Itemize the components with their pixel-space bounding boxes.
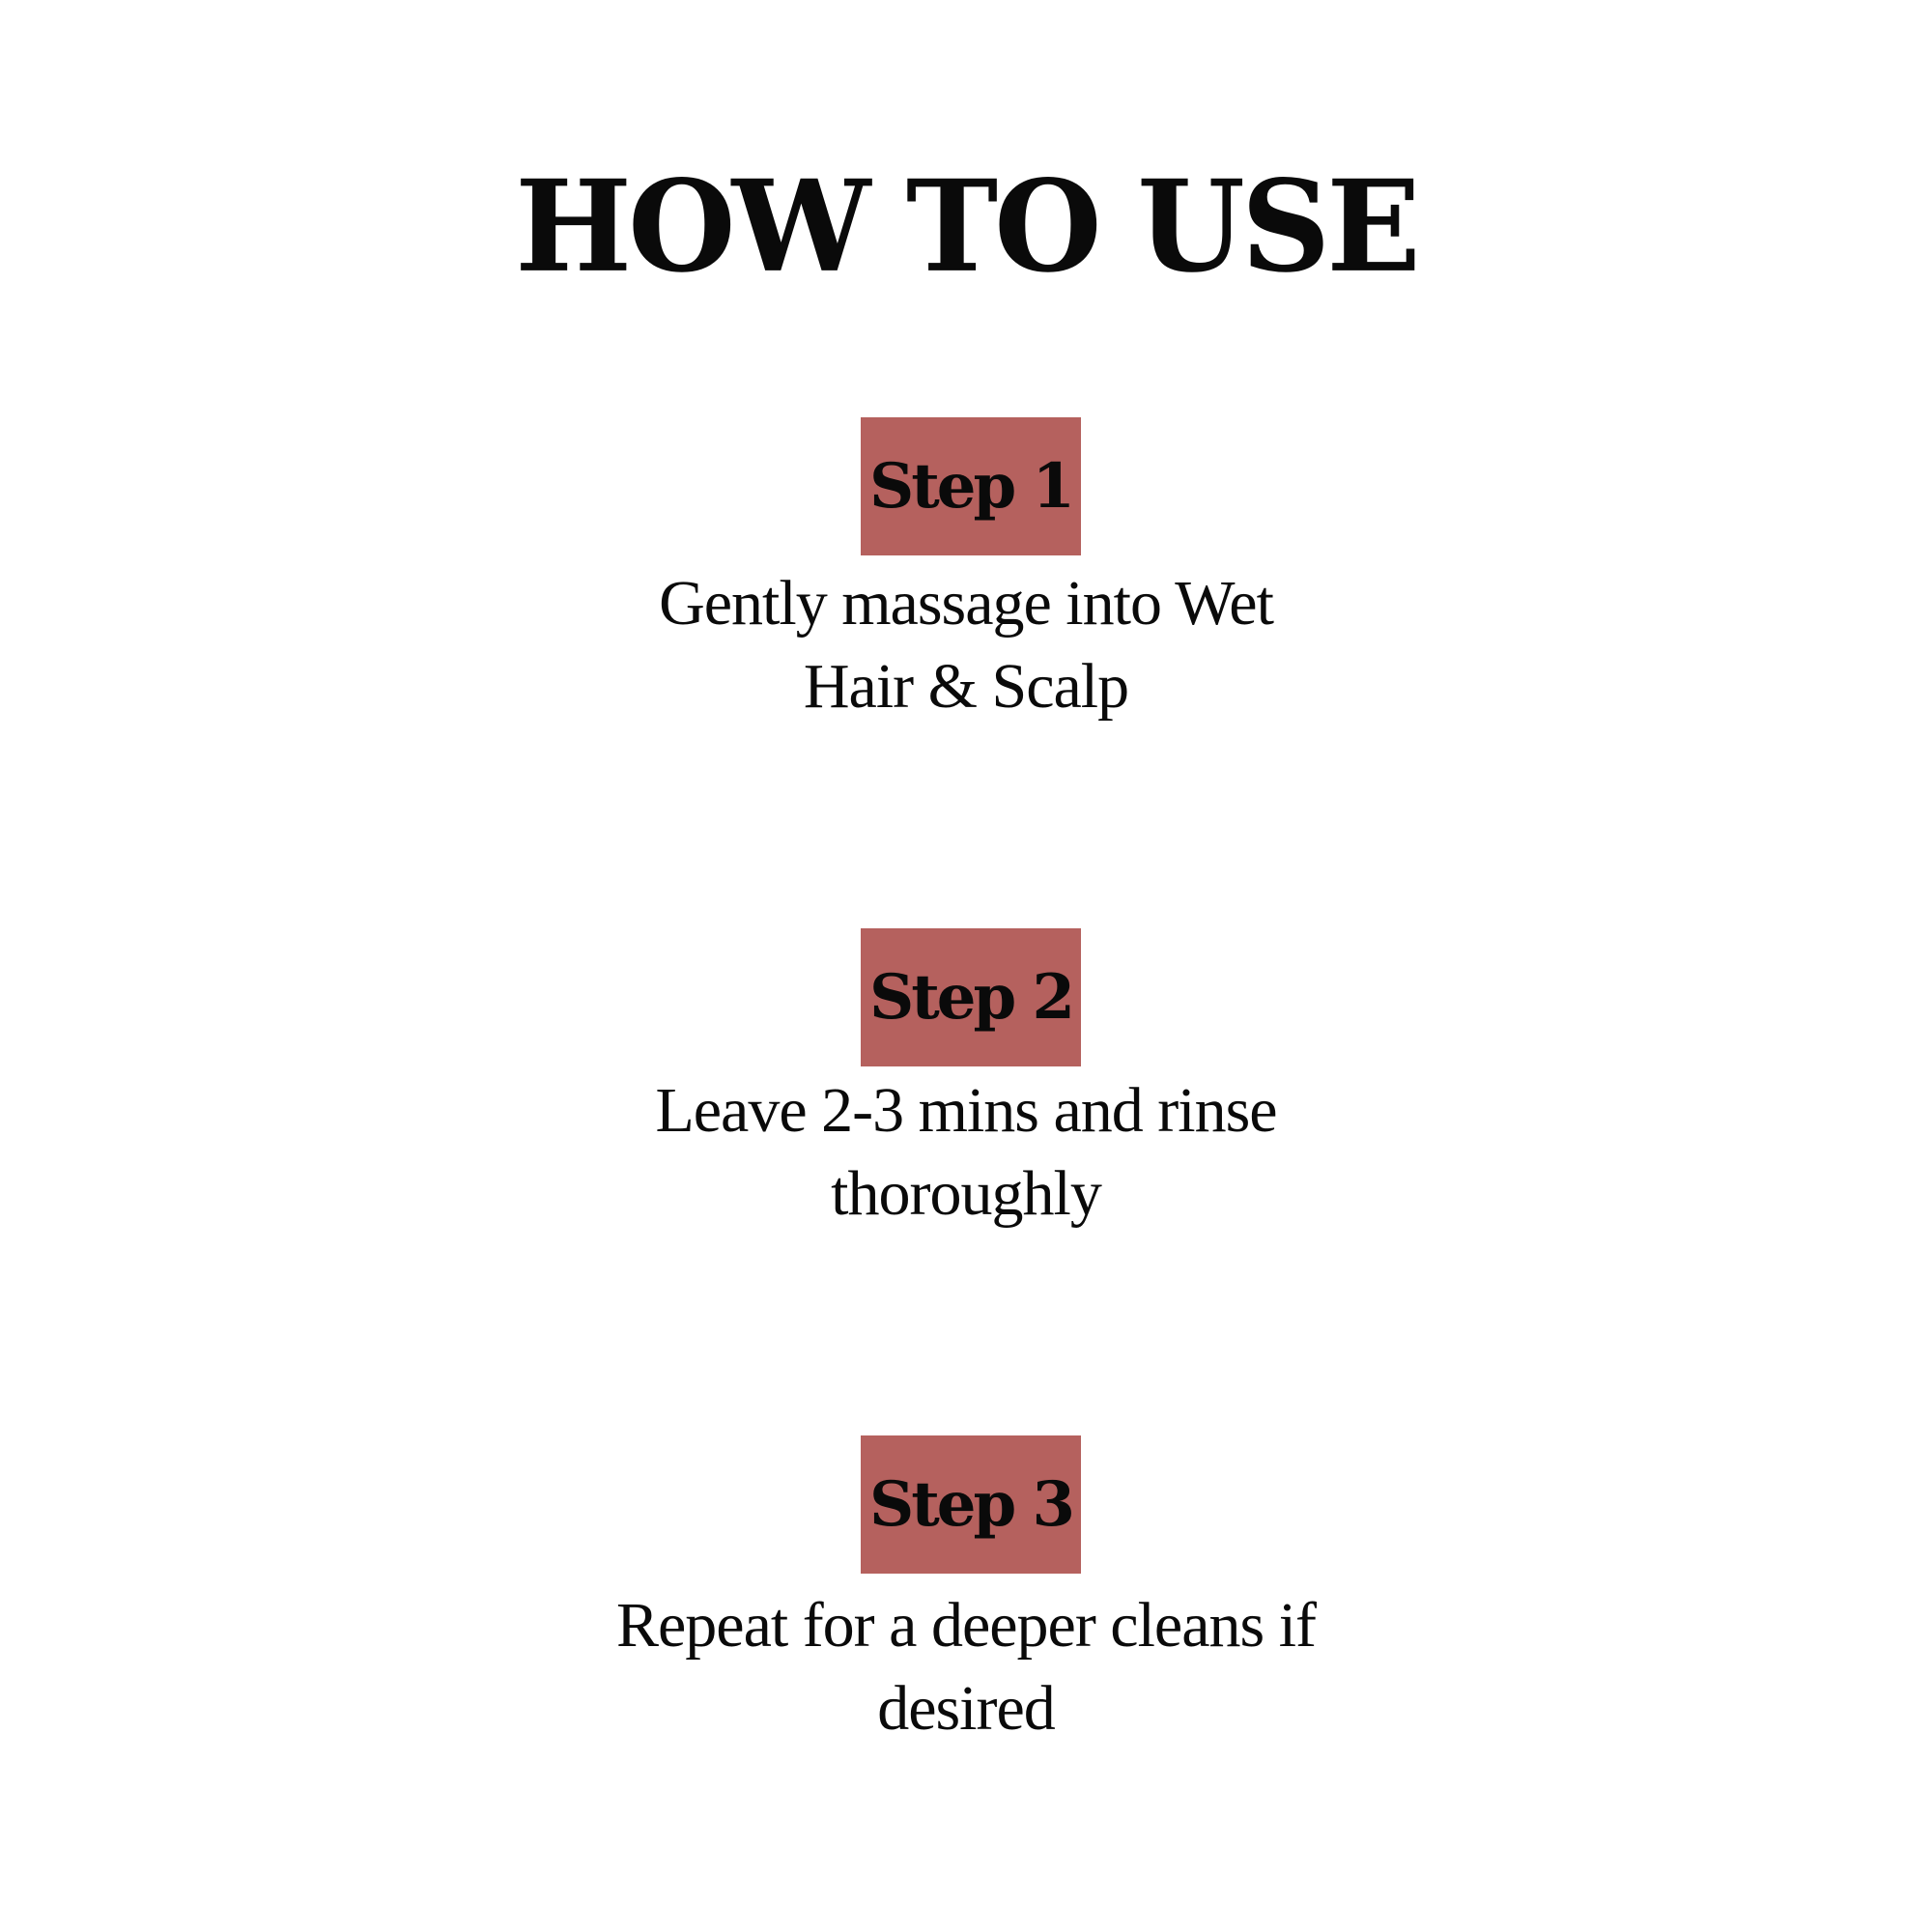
- step-2-label: Step 2: [868, 961, 1073, 1034]
- step-1-badge: [861, 417, 1081, 555]
- step-3-description-line-1: Repeat for a deeper cleans if: [615, 1590, 1317, 1661]
- step-1-description: [483, 562, 1449, 728]
- step-1-label: Step 1: [868, 450, 1073, 523]
- step-1-description-line-2: Hair & Scalp: [803, 651, 1129, 722]
- step-3-badge: [861, 1435, 1081, 1574]
- step-2-description-line-2: thoroughly: [831, 1158, 1101, 1229]
- page-title: HOW TO USE: [515, 153, 1417, 301]
- step-2-description: [483, 1069, 1449, 1236]
- step-3-label: Step 3: [868, 1468, 1073, 1541]
- step-2-badge: [861, 928, 1081, 1066]
- step-3-description-line-2: desired: [877, 1673, 1055, 1744]
- step-2-description-line-1: Leave 2-3 mins and rinse: [655, 1075, 1277, 1146]
- step-1-description-line-1: Gently massage into Wet: [659, 568, 1273, 639]
- step-3-description: [483, 1584, 1449, 1750]
